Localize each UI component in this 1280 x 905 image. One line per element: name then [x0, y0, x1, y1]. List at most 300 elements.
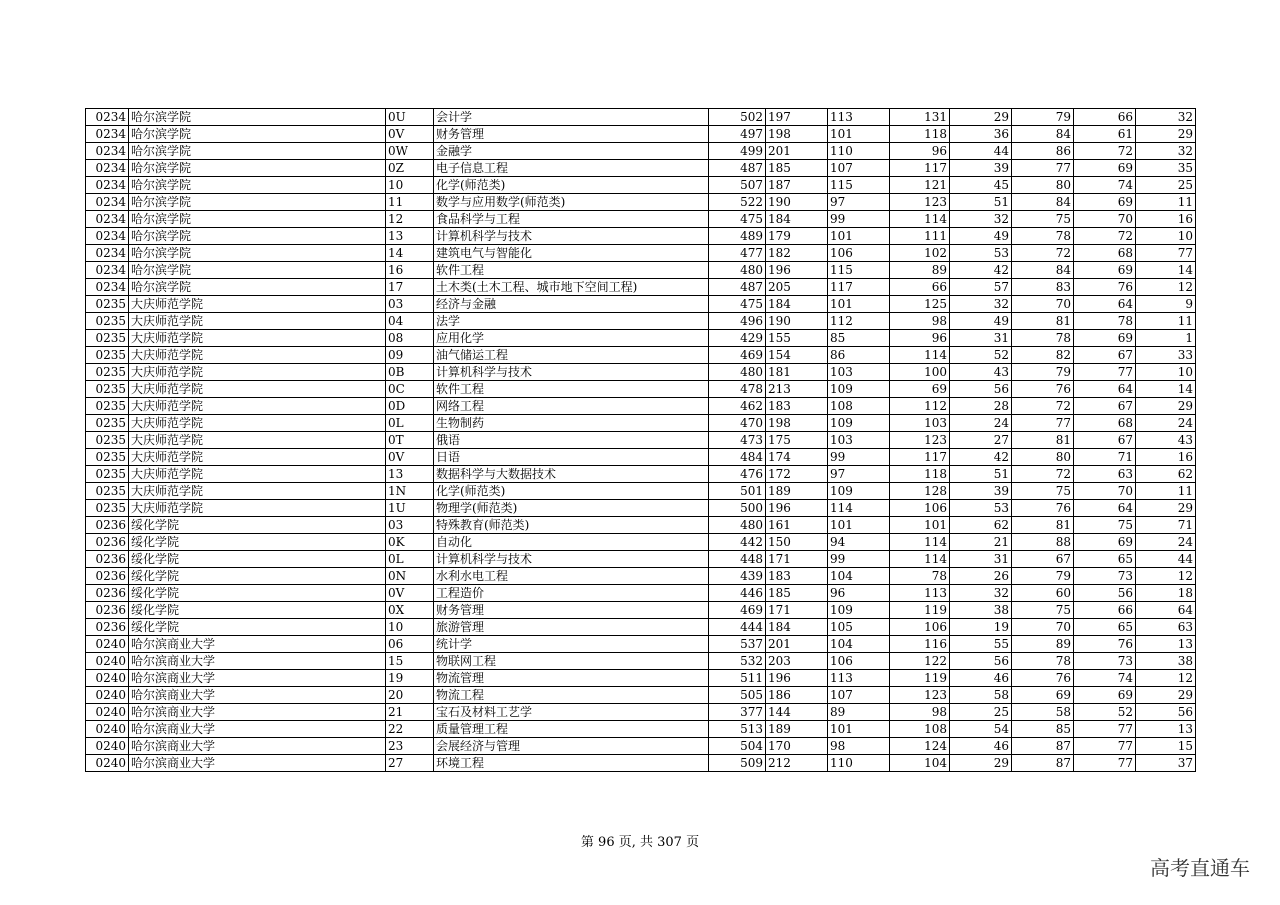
- cell-col-10: 72: [1012, 398, 1074, 415]
- cell-school-name: 大庆师范学院: [129, 296, 386, 313]
- cell-col-8: 122: [890, 653, 950, 670]
- cell-col-8: 123: [890, 687, 950, 704]
- cell-col-9: 46: [950, 738, 1012, 755]
- cell-school-name: 大庆师范学院: [129, 330, 386, 347]
- cell-major-name: 计算机科学与技术: [434, 364, 709, 381]
- cell-col-10: 79: [1012, 109, 1074, 126]
- cell-school-code: 0234: [86, 194, 129, 211]
- cell-school-code: 0235: [86, 500, 129, 517]
- cell-col-12: 10: [1136, 364, 1196, 381]
- cell-col-12: 29: [1136, 500, 1196, 517]
- cell-school-name: 哈尔滨学院: [129, 194, 386, 211]
- cell-major-code: 1N: [386, 483, 434, 500]
- cell-major-code: 0T: [386, 432, 434, 449]
- cell-col-5: 497: [709, 126, 766, 143]
- cell-col-9: 56: [950, 653, 1012, 670]
- cell-col-11: 76: [1074, 279, 1136, 296]
- table-row: [86, 432, 1196, 449]
- cell-school-code: 0235: [86, 432, 129, 449]
- cell-col-12: 29: [1136, 687, 1196, 704]
- cell-col-10: 69: [1012, 687, 1074, 704]
- cell-col-7: 99: [828, 551, 890, 568]
- cell-col-7: 107: [828, 687, 890, 704]
- cell-major-code: 0V: [386, 126, 434, 143]
- cell-col-6: 155: [766, 330, 828, 347]
- watermark: 高考直通车: [1150, 856, 1250, 880]
- cell-school-code: 0234: [86, 279, 129, 296]
- cell-school-name: 绥化学院: [129, 619, 386, 636]
- cell-major-name: 化学(师范类): [434, 177, 709, 194]
- cell-col-8: 117: [890, 160, 950, 177]
- cell-major-code: 16: [386, 262, 434, 279]
- cell-col-12: 32: [1136, 109, 1196, 126]
- cell-school-code: 0235: [86, 364, 129, 381]
- cell-major-name: 化学(师范类): [434, 483, 709, 500]
- cell-col-12: 10: [1136, 228, 1196, 245]
- cell-col-7: 103: [828, 364, 890, 381]
- cell-col-6: 190: [766, 313, 828, 330]
- cell-school-name: 哈尔滨学院: [129, 228, 386, 245]
- cell-col-5: 499: [709, 143, 766, 160]
- cell-col-10: 82: [1012, 347, 1074, 364]
- cell-col-12: 18: [1136, 585, 1196, 602]
- cell-col-5: 489: [709, 228, 766, 245]
- cell-school-code: 0234: [86, 126, 129, 143]
- cell-col-6: 179: [766, 228, 828, 245]
- cell-col-7: 107: [828, 160, 890, 177]
- cell-col-7: 108: [828, 398, 890, 415]
- cell-school-code: 0234: [86, 143, 129, 160]
- cell-col-9: 32: [950, 585, 1012, 602]
- cell-col-10: 75: [1012, 211, 1074, 228]
- table-row: [86, 738, 1196, 755]
- table-row: [86, 330, 1196, 347]
- cell-col-7: 101: [828, 228, 890, 245]
- cell-col-8: 114: [890, 534, 950, 551]
- cell-col-5: 469: [709, 602, 766, 619]
- cell-col-9: 54: [950, 721, 1012, 738]
- cell-col-11: 78: [1074, 313, 1136, 330]
- cell-school-name: 哈尔滨商业大学: [129, 636, 386, 653]
- cell-col-10: 81: [1012, 432, 1074, 449]
- cell-school-code: 0240: [86, 670, 129, 687]
- cell-col-11: 73: [1074, 653, 1136, 670]
- cell-col-9: 31: [950, 551, 1012, 568]
- cell-col-10: 87: [1012, 738, 1074, 755]
- cell-col-8: 108: [890, 721, 950, 738]
- cell-major-code: 1U: [386, 500, 434, 517]
- cell-col-11: 52: [1074, 704, 1136, 721]
- cell-col-8: 100: [890, 364, 950, 381]
- cell-col-11: 56: [1074, 585, 1136, 602]
- cell-col-6: 185: [766, 585, 828, 602]
- cell-col-7: 110: [828, 143, 890, 160]
- cell-col-9: 42: [950, 262, 1012, 279]
- cell-school-name: 哈尔滨学院: [129, 245, 386, 262]
- cell-col-5: 522: [709, 194, 766, 211]
- cell-major-name: 计算机科学与技术: [434, 551, 709, 568]
- cell-major-code: 0L: [386, 551, 434, 568]
- cell-school-name: 绥化学院: [129, 517, 386, 534]
- cell-col-11: 77: [1074, 755, 1136, 772]
- cell-col-10: 60: [1012, 585, 1074, 602]
- cell-major-code: 04: [386, 313, 434, 330]
- cell-school-code: 0240: [86, 738, 129, 755]
- cell-col-8: 78: [890, 568, 950, 585]
- cell-school-code: 0235: [86, 483, 129, 500]
- cell-col-6: 172: [766, 466, 828, 483]
- cell-col-11: 77: [1074, 364, 1136, 381]
- table-row: [86, 160, 1196, 177]
- cell-col-7: 99: [828, 211, 890, 228]
- cell-col-7: 113: [828, 670, 890, 687]
- cell-col-12: 62: [1136, 466, 1196, 483]
- cell-col-12: 71: [1136, 517, 1196, 534]
- cell-major-code: 0K: [386, 534, 434, 551]
- cell-major-name: 日语: [434, 449, 709, 466]
- cell-col-10: 87: [1012, 755, 1074, 772]
- cell-major-code: 19: [386, 670, 434, 687]
- cell-col-6: 171: [766, 551, 828, 568]
- cell-col-5: 477: [709, 245, 766, 262]
- cell-col-10: 78: [1012, 330, 1074, 347]
- cell-col-6: 187: [766, 177, 828, 194]
- table-row: [86, 415, 1196, 432]
- cell-major-code: 03: [386, 517, 434, 534]
- cell-col-10: 78: [1012, 228, 1074, 245]
- cell-major-name: 软件工程: [434, 381, 709, 398]
- cell-major-code: 09: [386, 347, 434, 364]
- cell-major-name: 电子信息工程: [434, 160, 709, 177]
- cell-col-10: 67: [1012, 551, 1074, 568]
- cell-col-12: 16: [1136, 449, 1196, 466]
- cell-col-5: 475: [709, 211, 766, 228]
- cell-col-10: 78: [1012, 653, 1074, 670]
- cell-major-name: 法学: [434, 313, 709, 330]
- cell-school-code: 0235: [86, 296, 129, 313]
- cell-col-10: 58: [1012, 704, 1074, 721]
- cell-major-name: 金融学: [434, 143, 709, 160]
- cell-col-12: 56: [1136, 704, 1196, 721]
- cell-col-7: 97: [828, 194, 890, 211]
- cell-col-12: 29: [1136, 398, 1196, 415]
- cell-col-11: 66: [1074, 602, 1136, 619]
- table-row: [86, 517, 1196, 534]
- cell-school-code: 0236: [86, 534, 129, 551]
- cell-col-5: 480: [709, 517, 766, 534]
- cell-col-5: 509: [709, 755, 766, 772]
- cell-col-11: 69: [1074, 687, 1136, 704]
- cell-col-12: 11: [1136, 313, 1196, 330]
- table-row: [86, 449, 1196, 466]
- cell-col-5: 480: [709, 262, 766, 279]
- cell-col-9: 56: [950, 381, 1012, 398]
- cell-school-name: 大庆师范学院: [129, 415, 386, 432]
- cell-major-name: 特殊教育(师范类): [434, 517, 709, 534]
- cell-major-code: 0V: [386, 449, 434, 466]
- cell-col-6: 196: [766, 262, 828, 279]
- cell-school-name: 哈尔滨学院: [129, 262, 386, 279]
- cell-major-name: 数学与应用数学(师范类): [434, 194, 709, 211]
- cell-col-5: 478: [709, 381, 766, 398]
- cell-col-12: 14: [1136, 381, 1196, 398]
- cell-col-5: 511: [709, 670, 766, 687]
- cell-school-code: 0234: [86, 211, 129, 228]
- table-row: [86, 143, 1196, 160]
- cell-col-10: 88: [1012, 534, 1074, 551]
- cell-col-10: 84: [1012, 194, 1074, 211]
- table-row: [86, 211, 1196, 228]
- cell-col-7: 109: [828, 483, 890, 500]
- cell-col-5: 462: [709, 398, 766, 415]
- cell-col-7: 106: [828, 245, 890, 262]
- cell-school-name: 哈尔滨商业大学: [129, 653, 386, 670]
- cell-col-7: 112: [828, 313, 890, 330]
- cell-col-9: 57: [950, 279, 1012, 296]
- cell-col-5: 476: [709, 466, 766, 483]
- cell-school-code: 0234: [86, 228, 129, 245]
- cell-col-11: 63: [1074, 466, 1136, 483]
- cell-major-code: 0X: [386, 602, 434, 619]
- cell-col-12: 24: [1136, 534, 1196, 551]
- table-row: [86, 602, 1196, 619]
- cell-col-7: 98: [828, 738, 890, 755]
- cell-col-6: 182: [766, 245, 828, 262]
- cell-col-6: 190: [766, 194, 828, 211]
- cell-col-9: 53: [950, 500, 1012, 517]
- cell-col-6: 203: [766, 653, 828, 670]
- cell-major-name: 水利水电工程: [434, 568, 709, 585]
- cell-col-5: 429: [709, 330, 766, 347]
- cell-school-name: 哈尔滨学院: [129, 160, 386, 177]
- cell-col-11: 69: [1074, 330, 1136, 347]
- table-row: [86, 126, 1196, 143]
- cell-col-10: 80: [1012, 449, 1074, 466]
- cell-col-11: 67: [1074, 432, 1136, 449]
- cell-major-code: 21: [386, 704, 434, 721]
- cell-col-9: 28: [950, 398, 1012, 415]
- cell-col-5: 480: [709, 364, 766, 381]
- cell-col-11: 65: [1074, 619, 1136, 636]
- table-row: [86, 619, 1196, 636]
- cell-col-11: 68: [1074, 245, 1136, 262]
- cell-col-8: 119: [890, 602, 950, 619]
- table-row: [86, 670, 1196, 687]
- cell-school-code: 0236: [86, 619, 129, 636]
- cell-school-code: 0234: [86, 109, 129, 126]
- cell-col-5: 444: [709, 619, 766, 636]
- cell-col-8: 123: [890, 432, 950, 449]
- cell-col-9: 58: [950, 687, 1012, 704]
- cell-col-5: 487: [709, 160, 766, 177]
- cell-school-name: 大庆师范学院: [129, 500, 386, 517]
- cell-major-name: 经济与金融: [434, 296, 709, 313]
- cell-col-11: 73: [1074, 568, 1136, 585]
- cell-col-12: 13: [1136, 721, 1196, 738]
- cell-col-11: 74: [1074, 670, 1136, 687]
- cell-major-name: 物理学(师范类): [434, 500, 709, 517]
- cell-school-name: 大庆师范学院: [129, 449, 386, 466]
- cell-col-10: 89: [1012, 636, 1074, 653]
- cell-col-7: 104: [828, 636, 890, 653]
- table-row: [86, 347, 1196, 364]
- cell-col-12: 11: [1136, 483, 1196, 500]
- cell-major-name: 宝石及材料工艺学: [434, 704, 709, 721]
- table-row: [86, 364, 1196, 381]
- cell-col-9: 26: [950, 568, 1012, 585]
- cell-major-code: 23: [386, 738, 434, 755]
- cell-col-5: 504: [709, 738, 766, 755]
- cell-school-code: 0235: [86, 398, 129, 415]
- cell-col-9: 42: [950, 449, 1012, 466]
- cell-col-11: 69: [1074, 262, 1136, 279]
- cell-col-11: 67: [1074, 398, 1136, 415]
- cell-col-9: 51: [950, 194, 1012, 211]
- cell-col-6: 184: [766, 296, 828, 313]
- cell-col-9: 62: [950, 517, 1012, 534]
- cell-col-12: 24: [1136, 415, 1196, 432]
- cell-col-6: 186: [766, 687, 828, 704]
- cell-col-6: 154: [766, 347, 828, 364]
- cell-major-code: 17: [386, 279, 434, 296]
- cell-col-12: 37: [1136, 755, 1196, 772]
- cell-col-7: 96: [828, 585, 890, 602]
- table-row: [86, 228, 1196, 245]
- cell-school-name: 大庆师范学院: [129, 398, 386, 415]
- cell-major-code: 20: [386, 687, 434, 704]
- cell-school-name: 哈尔滨学院: [129, 177, 386, 194]
- cell-col-5: 501: [709, 483, 766, 500]
- cell-col-9: 43: [950, 364, 1012, 381]
- cell-col-8: 112: [890, 398, 950, 415]
- cell-school-name: 绥化学院: [129, 602, 386, 619]
- cell-col-8: 98: [890, 704, 950, 721]
- cell-major-code: 12: [386, 211, 434, 228]
- cell-col-5: 469: [709, 347, 766, 364]
- cell-major-name: 环境工程: [434, 755, 709, 772]
- cell-school-name: 大庆师范学院: [129, 381, 386, 398]
- cell-col-10: 84: [1012, 262, 1074, 279]
- cell-major-code: 0V: [386, 585, 434, 602]
- cell-col-9: 44: [950, 143, 1012, 160]
- cell-major-code: 0W: [386, 143, 434, 160]
- cell-col-12: 13: [1136, 636, 1196, 653]
- cell-col-6: 189: [766, 721, 828, 738]
- cell-school-name: 哈尔滨商业大学: [129, 687, 386, 704]
- cell-col-8: 123: [890, 194, 950, 211]
- cell-col-7: 101: [828, 296, 890, 313]
- cell-major-name: 软件工程: [434, 262, 709, 279]
- table-row: [86, 636, 1196, 653]
- cell-col-8: 98: [890, 313, 950, 330]
- table-row: [86, 585, 1196, 602]
- cell-school-code: 0235: [86, 415, 129, 432]
- cell-major-code: 08: [386, 330, 434, 347]
- cell-col-8: 96: [890, 143, 950, 160]
- cell-col-9: 46: [950, 670, 1012, 687]
- cell-col-12: 33: [1136, 347, 1196, 364]
- cell-school-name: 哈尔滨学院: [129, 126, 386, 143]
- cell-col-6: 185: [766, 160, 828, 177]
- cell-major-code: 13: [386, 228, 434, 245]
- cell-col-7: 117: [828, 279, 890, 296]
- cell-col-8: 118: [890, 126, 950, 143]
- cell-school-name: 大庆师范学院: [129, 347, 386, 364]
- cell-major-code: 0U: [386, 109, 434, 126]
- cell-col-6: 198: [766, 415, 828, 432]
- cell-major-code: 0B: [386, 364, 434, 381]
- cell-col-9: 55: [950, 636, 1012, 653]
- cell-major-code: 0N: [386, 568, 434, 585]
- cell-col-7: 105: [828, 619, 890, 636]
- cell-col-11: 69: [1074, 160, 1136, 177]
- cell-col-11: 70: [1074, 211, 1136, 228]
- cell-school-name: 哈尔滨学院: [129, 143, 386, 160]
- cell-col-9: 25: [950, 704, 1012, 721]
- cell-major-name: 旅游管理: [434, 619, 709, 636]
- cell-col-9: 24: [950, 415, 1012, 432]
- cell-school-name: 哈尔滨商业大学: [129, 670, 386, 687]
- cell-col-9: 39: [950, 483, 1012, 500]
- cell-col-9: 45: [950, 177, 1012, 194]
- cell-col-12: 15: [1136, 738, 1196, 755]
- cell-major-name: 建筑电气与智能化: [434, 245, 709, 262]
- cell-col-11: 76: [1074, 636, 1136, 653]
- cell-major-name: 物流工程: [434, 687, 709, 704]
- cell-col-9: 36: [950, 126, 1012, 143]
- cell-col-5: 507: [709, 177, 766, 194]
- cell-major-code: 0D: [386, 398, 434, 415]
- cell-col-11: 77: [1074, 738, 1136, 755]
- table-row: [86, 568, 1196, 585]
- cell-col-6: 150: [766, 534, 828, 551]
- table-row: [86, 653, 1196, 670]
- cell-school-code: 0240: [86, 704, 129, 721]
- cell-col-5: 532: [709, 653, 766, 670]
- cell-school-name: 绥化学院: [129, 534, 386, 551]
- cell-major-code: 10: [386, 619, 434, 636]
- cell-col-6: 161: [766, 517, 828, 534]
- cell-col-5: 513: [709, 721, 766, 738]
- cell-col-10: 72: [1012, 245, 1074, 262]
- cell-school-name: 大庆师范学院: [129, 483, 386, 500]
- cell-col-8: 119: [890, 670, 950, 687]
- cell-school-code: 0240: [86, 687, 129, 704]
- cell-major-name: 油气储运工程: [434, 347, 709, 364]
- cell-col-11: 66: [1074, 109, 1136, 126]
- cell-col-7: 115: [828, 262, 890, 279]
- cell-col-5: 473: [709, 432, 766, 449]
- cell-col-12: 32: [1136, 143, 1196, 160]
- cell-col-12: 35: [1136, 160, 1196, 177]
- table-row: [86, 483, 1196, 500]
- cell-col-12: 12: [1136, 568, 1196, 585]
- cell-school-code: 0240: [86, 636, 129, 653]
- cell-col-11: 77: [1074, 721, 1136, 738]
- cell-major-code: 15: [386, 653, 434, 670]
- table-row: [86, 755, 1196, 772]
- cell-school-name: 哈尔滨学院: [129, 279, 386, 296]
- cell-school-code: 0240: [86, 755, 129, 772]
- cell-col-5: 475: [709, 296, 766, 313]
- cell-col-10: 84: [1012, 126, 1074, 143]
- cell-col-11: 75: [1074, 517, 1136, 534]
- cell-major-code: 13: [386, 466, 434, 483]
- cell-school-name: 哈尔滨商业大学: [129, 755, 386, 772]
- cell-col-8: 103: [890, 415, 950, 432]
- cell-col-7: 101: [828, 126, 890, 143]
- cell-col-9: 29: [950, 109, 1012, 126]
